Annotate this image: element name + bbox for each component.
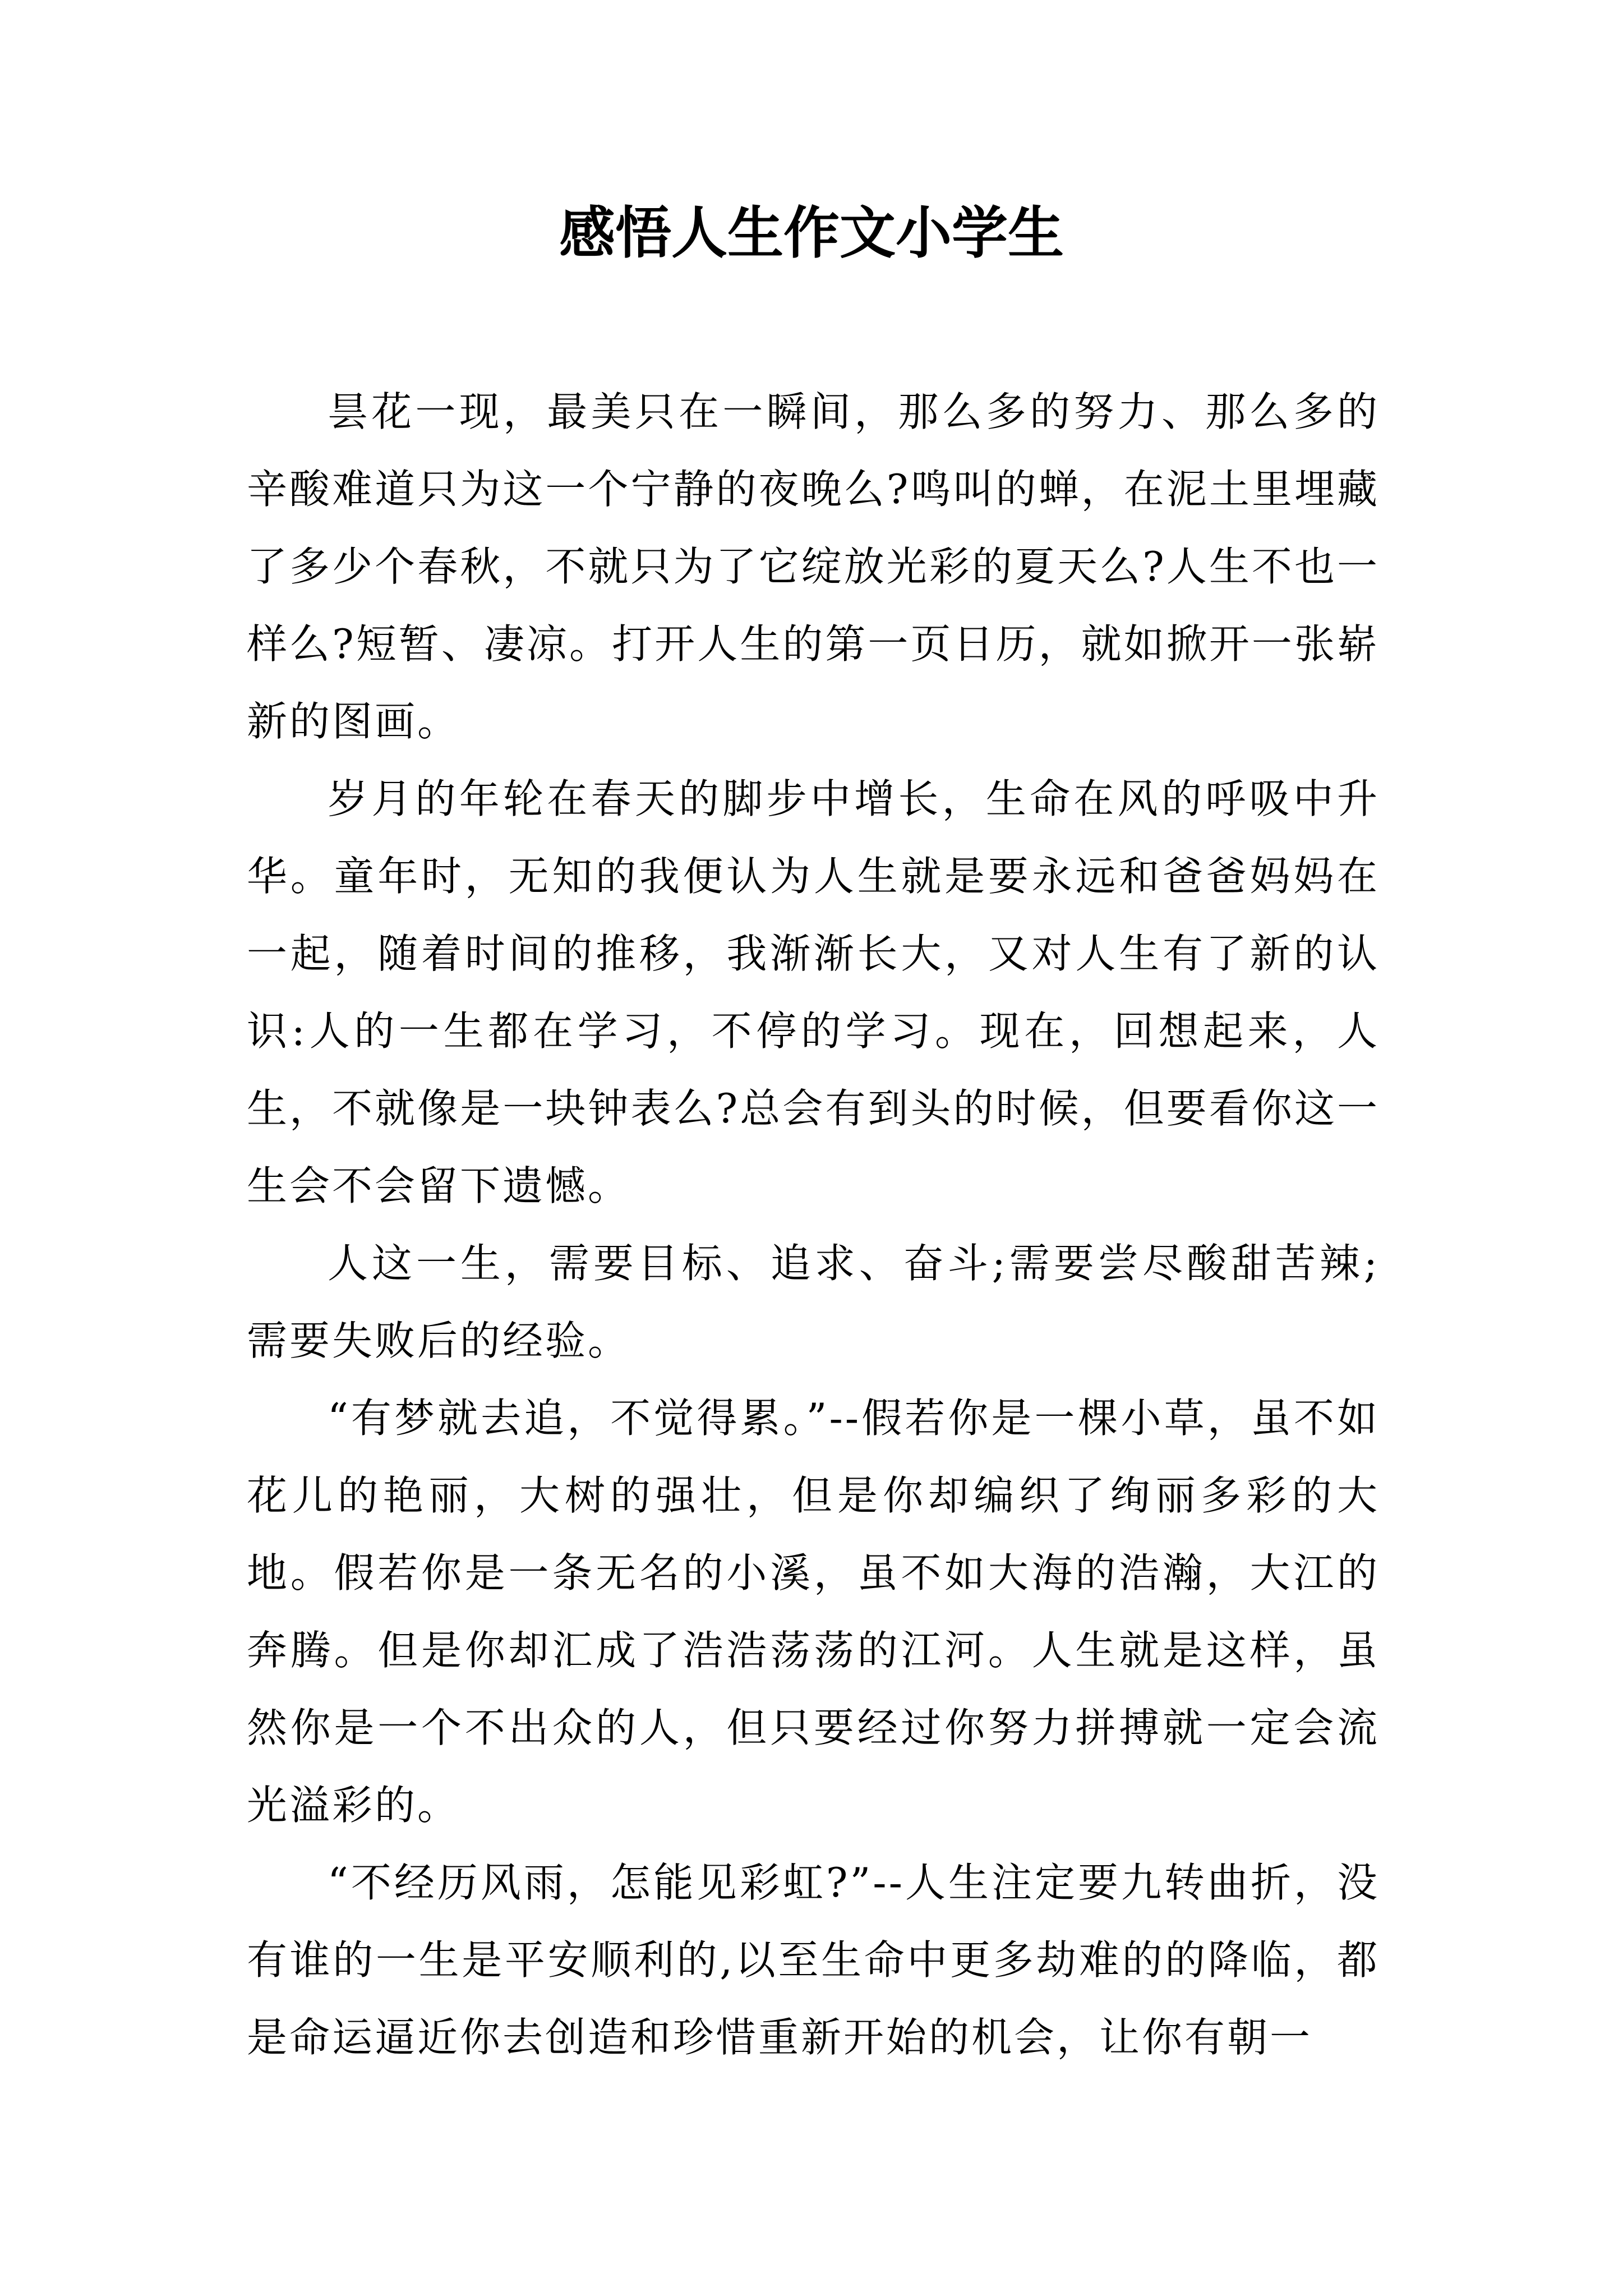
document-body — [247, 373, 1380, 2076]
paragraph: 人这一生，需要目标、追求、奋斗;需要尝尽酸甜苦辣;需要失败后的经验。 — [247, 1240, 1380, 1364]
paragraph: “不经历风雨，怎能见彩虹?”--人生注定要九转曲折，没有谁的一生是平安顺利的,以至生命中更多劫难的的降临，都是命运逼近你去创造和珍惜重新开始的机会，让你有朝一 — [247, 1859, 1380, 2061]
paragraph: 岁月的年轮在春天的脚步中增长，生命在风的呼吸中升华。童年时，无知的我便认为人生就是要永远和爸爸妈妈在一起，随着时间的推移，我渐渐长大，又对人生有了新的认识:人的一生都在学习，不停的学习。现在，回想起来，人生，不就像是一块钟表么?总会有到头的时候，但要看你这一生会不会留下遗憾。 — [247, 775, 1380, 1209]
document-title: 感悟人生作文小学生 — [559, 200, 1064, 266]
paragraph: 昙花一现，最美只在一瞬间，那么多的努力、那么多的辛酸难道只为这一个宁静的夜晚么?鸣叫的蝉，在泥土里埋藏了多少个春秋，不就只为了它绽放光彩的夏天么?人生不也一样么?短暂、凄凉。打开人生的第一页日历，就如掀开一张崭新的图画。 — [247, 388, 1380, 745]
paragraph: “有梦就去追，不觉得累。”--假若你是一棵小草，虽不如花儿的艳丽，大树的强壮，但是你却编织了绚丽多彩的大地。假若你是一条无名的小溪，虽不如大海的浩瀚，大江的奔腾。但是你却汇成了浩浩荡荡的江河。人生就是这样，虽然你是一个不出众的人，但只要经过你努力拼搏就一定会流光溢彩的。 — [247, 1395, 1380, 1829]
